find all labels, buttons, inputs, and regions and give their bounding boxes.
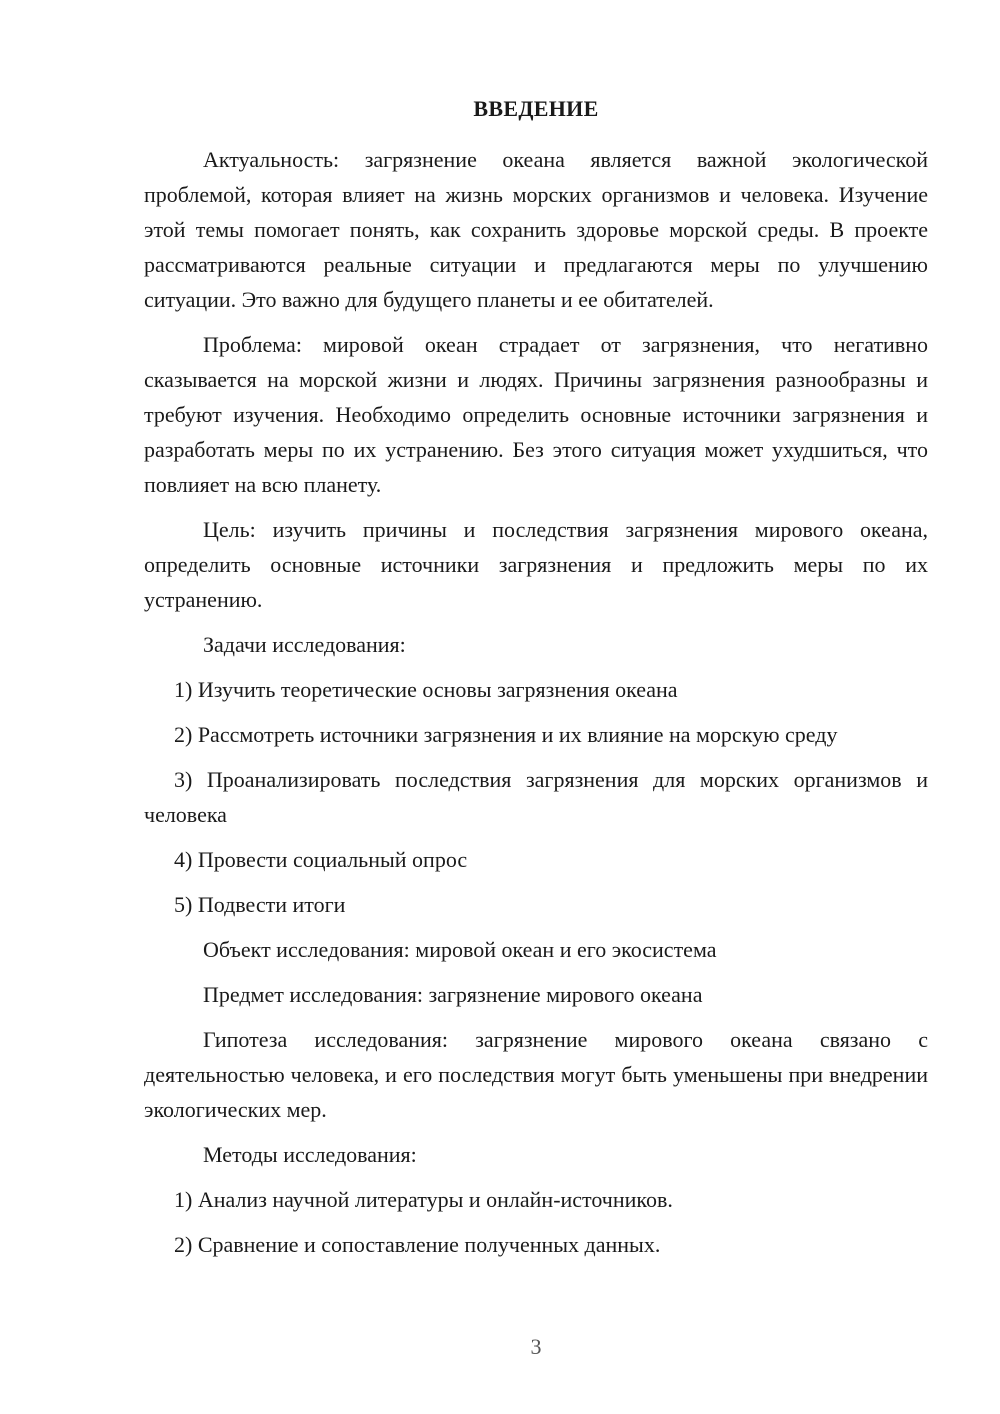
subject-paragraph: Предмет исследования: загрязнение мирового океана [203,982,703,1007]
object-paragraph: Объект исследования: мировой океан и его экосистема [203,937,717,962]
page-body [144,142,928,1272]
hypothesis-paragraph: Гипотеза исследования: загрязнение мирового океана связано с деятельностью человека, и его последствия могут быть уменьшены при внедрении экологических мер. [144,1027,928,1122]
page-number: 3 [530,1334,542,1359]
methods-heading: Методы исследования: [203,1142,417,1167]
tasks-heading: Задачи исследования: [203,632,406,657]
goal-paragraph: Цель: изучить причины и последствия загрязнения мирового океана, определить основные источники загрязнения и предложить меры по их устранению. [144,517,928,612]
task-item: 2) Рассмотреть источники загрязнения и их влияние на морскую среду [174,722,838,747]
method-item: 2) Сравнение и сопоставление полученных данных. [174,1232,661,1257]
problem-paragraph: Проблема: мировой океан страдает от загрязнения, что негативно сказывается на морской жизни и людях. Причины загрязнения разнообразны и требуют изучения. Необходимо определить основные источники загрязнения и разработать меры по их устранению. Без этого ситуация может ухудшиться, что повлияет на всю планету. [144,332,928,497]
task-item: 4) Провести социальный опрос [174,847,468,872]
task-item: 1) Изучить теоретические основы загрязнения океана [174,677,678,702]
task-item: 3) Проанализировать последствия загрязнения для морских организмов и человека [144,767,928,827]
task-item: 5) Подвести итоги [174,892,346,917]
method-item: 1) Анализ научной литературы и онлайн-источников. [174,1187,673,1212]
page-title: ВВЕДЕНИЕ [473,96,599,121]
relevance-paragraph: Актуальность: загрязнение океана является важной экологической проблемой, которая влияет на жизнь морских организмов и человека. Изучение этой темы помогает понять, как сохранить здоровье морской среды. В проекте рассматриваются реальные ситуации и предлагаются меры по улучшению ситуации. Это важно для будущего планеты и ее обитателей. [144,147,928,312]
